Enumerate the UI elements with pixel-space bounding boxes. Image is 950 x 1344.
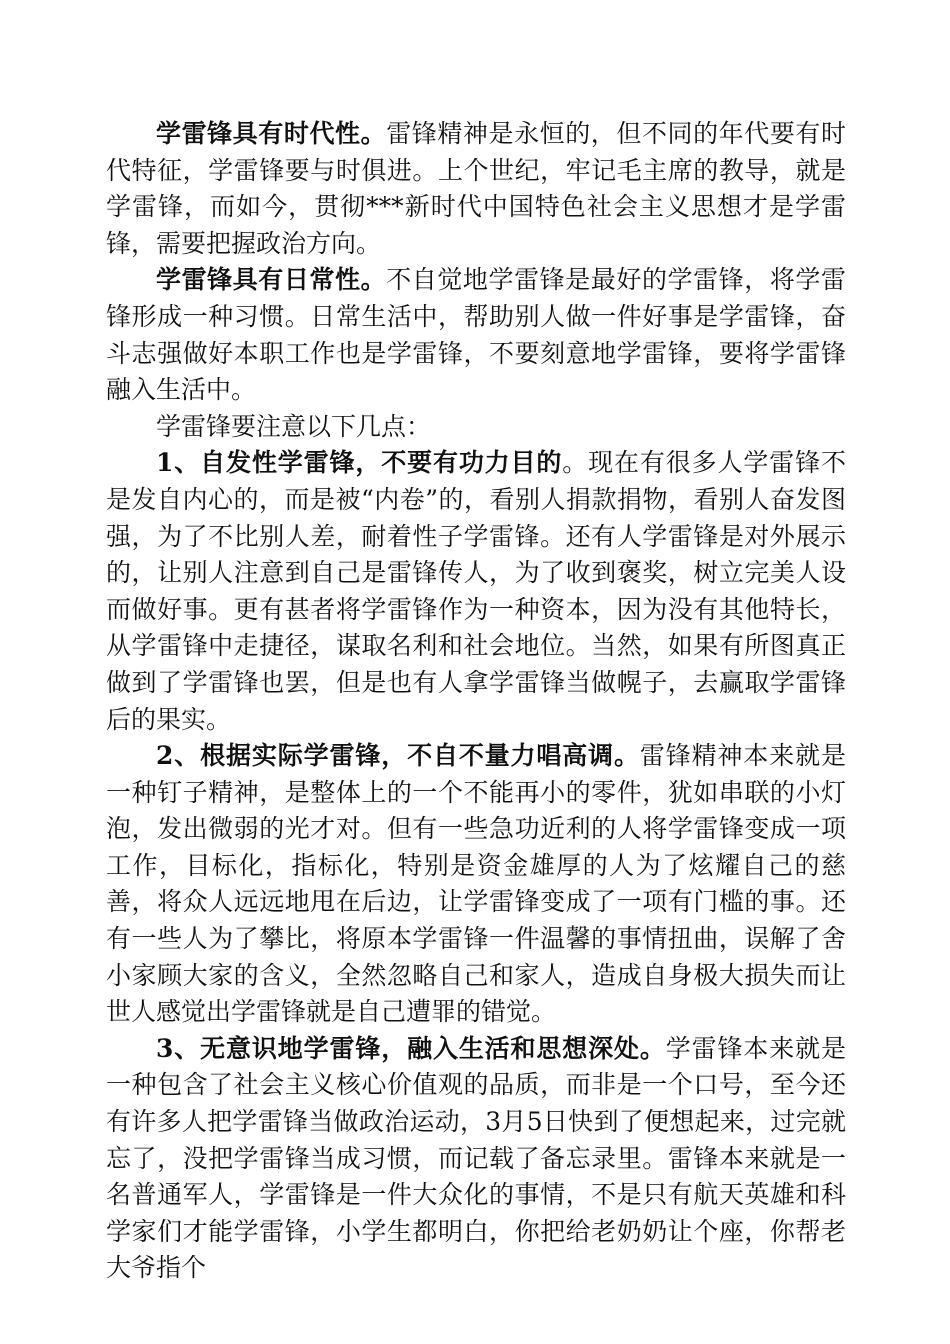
paragraph-heading: 3、无意识地学雷锋，融入生活和思想深处。 — [156, 1033, 666, 1063]
paragraph-body: 雷锋精神本来就是一种钉子精神，是整体上的一个不能再小的零件，犹如串联的小灯泡，发出微弱的光才对。但有一些急功近利的人将学雷锋变成一项工作，目标化，指标化，特别是资金雄厚的人为了炫耀自己的慈善，将众人远远地甩在后边，让学雷锋变成了一项有门槛的事。还有一些人为了攀比，将原本学雷锋一件温馨的事情扭曲，误解了舍小家顾大家的含义，全然忽略自己和家人，造成自身极大损失而让世人感觉出学雷锋就是自己遭罪的错觉。 — [106, 741, 846, 1027]
paragraph-body: 学雷锋要注意以下几点： — [156, 411, 432, 441]
paragraph-body: 学雷锋本来就是一种包含了社会主义核心价值观的品质，而非是一个口号，至今还有许多人把学雷锋当做政治运动，3月5日快到了便想起来，过完就忘了，没把学雷锋当成习惯，而记载了备忘录里。雷锋本来就是一名普通军人，学雷锋是一件大众化的事情，不是只有航天英雄和科学家们才能学雷锋，小学生都明白，你把给老奶奶让个座，你帮老大爷指个 — [106, 1033, 846, 1283]
paragraph-era — [106, 116, 846, 262]
paragraph-heading: 学雷锋具有日常性。 — [156, 265, 387, 295]
paragraph-heading: 2、根据实际学雷锋，不自不量力唱高调。 — [156, 741, 640, 771]
paragraph-body: 。现在有很多人学雷锋不是发自内心的，而是被“内卷”的，看别人捐款捐物，看别人奋发图强，为了不比别人差，耐着性子学雷锋。还有人学雷锋是对外展示的，让别人注意到自己是雷锋传人，为了收到褒奖，树立完美人设而做好事。更有甚者将学雷锋作为一种资本，因为没有其他特长，从学雷锋中走捷径，谋取名利和社会地位。当然，如果有所图真正做到了学雷锋也罢，但是也有人拿学雷锋当做幌子，去赢取学雷锋后的果实。 — [106, 448, 846, 734]
paragraph-point-1 — [106, 445, 846, 738]
paragraph-heading: 学雷锋具有时代性。 — [156, 119, 387, 148]
paragraph-daily — [106, 262, 846, 408]
paragraph-heading: 1、自发性学雷锋，不要有功力目的 — [156, 448, 563, 478]
paragraph-body: 不自觉地学雷锋是最好的学雷锋，将学雷锋形成一种习惯。日常生活中，帮助别人做一件好事是学雷锋，奋斗志强做好本职工作也是学雷锋，不要刻意地学雷锋，要将学雷锋融入生活中。 — [106, 265, 846, 405]
paragraph-intro-points — [106, 409, 846, 446]
paragraph-point-3 — [106, 1031, 846, 1287]
paragraph-body: 雷锋精神是永恒的，但不同的年代要有时代特征，学雷锋要与时俱进。上个世纪，牢记毛主席的教导，就是学雷锋，而如今，贯彻***新时代中国特色社会主义思想才是学雷锋，需要把握政治方向。 — [106, 119, 846, 258]
document-page — [106, 116, 846, 1287]
paragraph-point-2 — [106, 738, 846, 1031]
